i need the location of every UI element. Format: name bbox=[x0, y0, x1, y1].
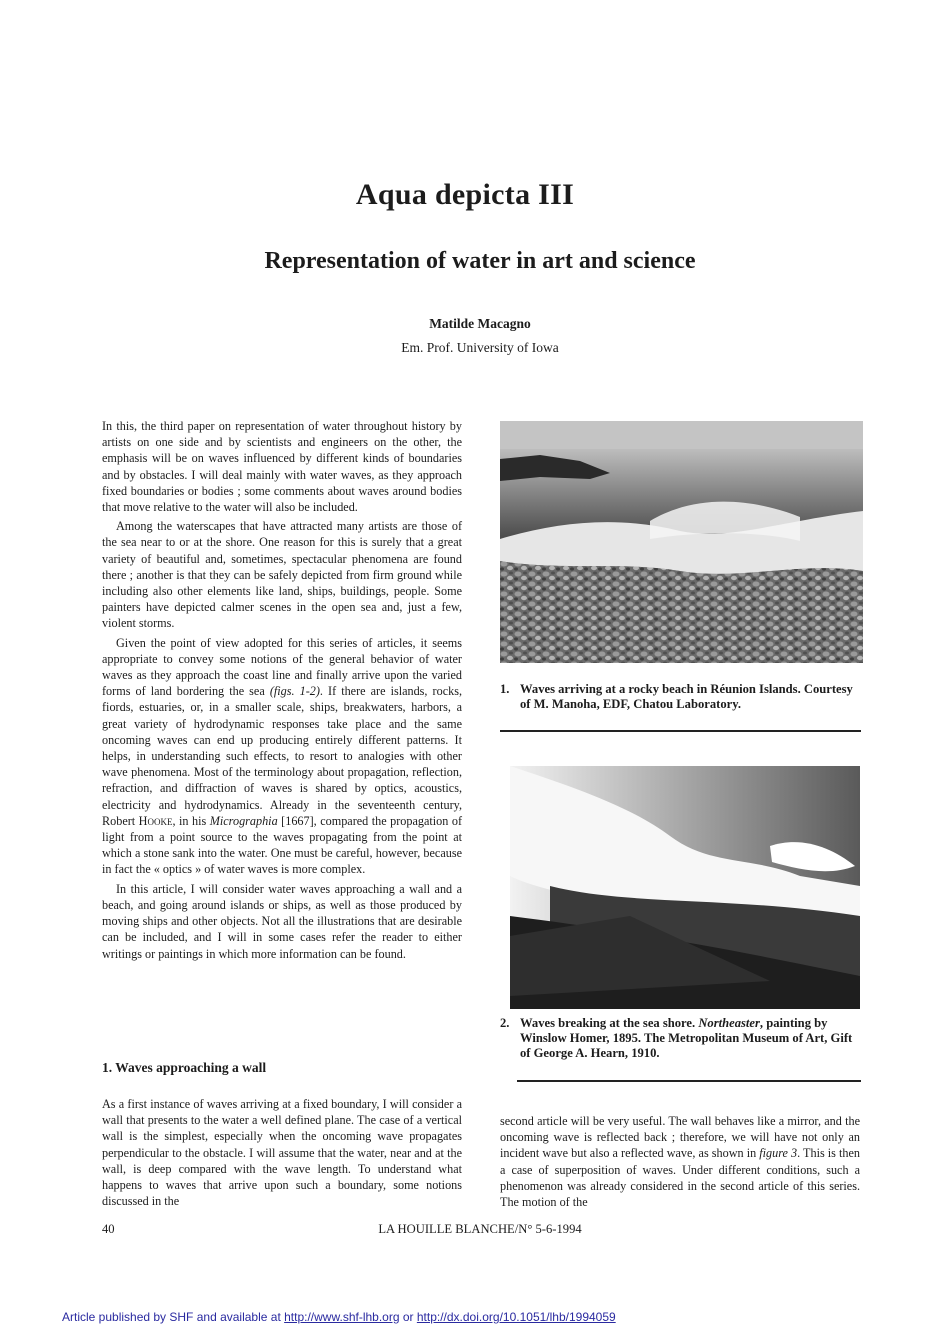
figure-number: 2. bbox=[500, 1016, 510, 1030]
section-heading: 1. Waves approaching a wall bbox=[102, 1060, 267, 1075]
page-number: 40 bbox=[102, 1222, 115, 1236]
shf-link[interactable]: http://www.shf-lhb.org bbox=[284, 1310, 400, 1324]
author-hooke: Hooke bbox=[138, 813, 173, 828]
publication-notice bbox=[62, 1310, 616, 1324]
intro-paragraph-4: In this article, I will consider water waves approaching a wall and a beach, and going around islands or ships, as well as those produced by moving ships and other objects. Not all the illustrations that are desirable can be included, and I will in some cases refer the reader to either writings or paintings in which more information can be found. bbox=[102, 881, 462, 961]
intro-p3-part-d: [1667], compared the propagation of light from a point source to the waves propagating from the point at which a stone sank into the water. One must be careful, however, because in fact the « optics » of water waves is more complex. bbox=[102, 813, 463, 877]
cont-part-a: second article will be very useful. The wall behaves like a mirror, and the oncoming wave is reflected back ; therefore, we will have not only an incident wave but also a reflected wave, as shown in bbox=[500, 1114, 860, 1161]
intro-paragraph-2: Among the waterscapes that have attracted many artists are those of the sea near to or at the shore. One reason for this is surely that a great variety of beautiful and, sometimes, spectacular phenomena are found there ; another is that they can be safely depicted from firm ground while including also other elements like land, ships, buildings, people. Some painters have depicted calmer scenes in the open sea and, just a few, violent storms. bbox=[102, 519, 462, 631]
cont-part-b: . This is then a case of superposition of waves. Under different conditions, such a phenomenon was already considered in the second article of this series. The motion of the bbox=[500, 1146, 860, 1210]
figure-1-caption bbox=[500, 682, 862, 712]
caption-divider bbox=[517, 1080, 861, 1082]
intro-paragraph-1: In this, the third paper on representation of water throughout history by artists on one side and by scientists and engineers on the other, the emphasis will be on waves influenced by different kinds of boundaries and by obstacles. I will deal mainly with water waves, as they approach fixed boundaries or bodies ; some comments about waves around bodies that move relative to the water will also be included. bbox=[102, 419, 462, 515]
intro-column bbox=[102, 418, 462, 965]
caption-text: Waves arriving at a rocky beach in Réunion Islands. Courtesy of M. Manoha, EDF, Chatou Laboratory. bbox=[520, 682, 853, 711]
caption-divider bbox=[500, 730, 861, 732]
section1-continued-text bbox=[500, 1113, 860, 1210]
article-subtitle: Representation of water in art and science bbox=[264, 248, 696, 274]
caption-part-a: Waves breaking at the sea shore. bbox=[520, 1016, 699, 1030]
painting-title: Northeaster bbox=[698, 1016, 760, 1030]
author-name: Matilde Macagno bbox=[429, 316, 531, 331]
caption-text bbox=[520, 1016, 862, 1061]
figure-2-painting bbox=[510, 766, 860, 1009]
section1-continued bbox=[500, 1113, 860, 1210]
figure-1-photo bbox=[500, 421, 863, 663]
author-affiliation: Em. Prof. University of Iowa bbox=[401, 340, 559, 355]
intro-p3-part-a: Given the point of view adopted for this series of articles, it seems appropriate to convey some notions of the general behavior of water waves as they approach the coast line and finally arrive upon the varied forms of land bordering the sea bbox=[102, 635, 462, 699]
figure-2-caption bbox=[500, 1016, 862, 1061]
intro-p3-part-c: , in his bbox=[172, 813, 210, 828]
journal-footer: LA HOUILLE BLANCHE/N° 5-6-1994 bbox=[378, 1222, 582, 1236]
section1-text: As a first instance of waves arriving at a fixed boundary, I will consider a wall that presents to the water a well defined plane. The case of a vertical wall is the simplest, especially when the oncoming wave propagates perpendicular to the obstacle. I will assume that the water, near and at the wall, is deep compared with the wave length. To understand what happens to waves that arrive upon such a boundary, some notions discussed in the bbox=[102, 1097, 462, 1209]
intro-paragraph-3 bbox=[102, 635, 462, 878]
section1-paragraph bbox=[102, 1096, 462, 1209]
notice-or: or bbox=[399, 1310, 417, 1324]
article-title: Aqua depicta III bbox=[355, 178, 575, 211]
book-title: Micrographia bbox=[209, 813, 278, 828]
figure-reference: figure 3 bbox=[759, 1146, 798, 1161]
figure-reference: (figs. 1-2) bbox=[269, 684, 320, 699]
intro-p3-part-b: . If there are islands, rocks, fiords, estuaries, or, in a smaller scale, ships, breakwaters, harbors, a great variety of hydrodynamic responses take place and the same oncoming waves can end up producing entirely different patterns. It helps, in understanding such effects, to resort to analogies with other wave phenomena. Most of the terminology about propagation, reflection, refraction, and diffraction of waves is shared by optics, acoustics, electricity and hydrodynamics. Already in the seventeenth century, Robert bbox=[102, 684, 462, 828]
caption-part-b: , painting by Winslow Homer, 1895. The Metropolitan Museum of Art, Gift of George A. Hearn, 1910. bbox=[520, 1016, 853, 1060]
doi-link[interactable]: http://dx.doi.org/10.1051/lhb/1994059 bbox=[416, 1310, 616, 1324]
figure-number: 1. bbox=[500, 682, 510, 696]
notice-text: Article published by SHF and available at bbox=[62, 1310, 285, 1324]
